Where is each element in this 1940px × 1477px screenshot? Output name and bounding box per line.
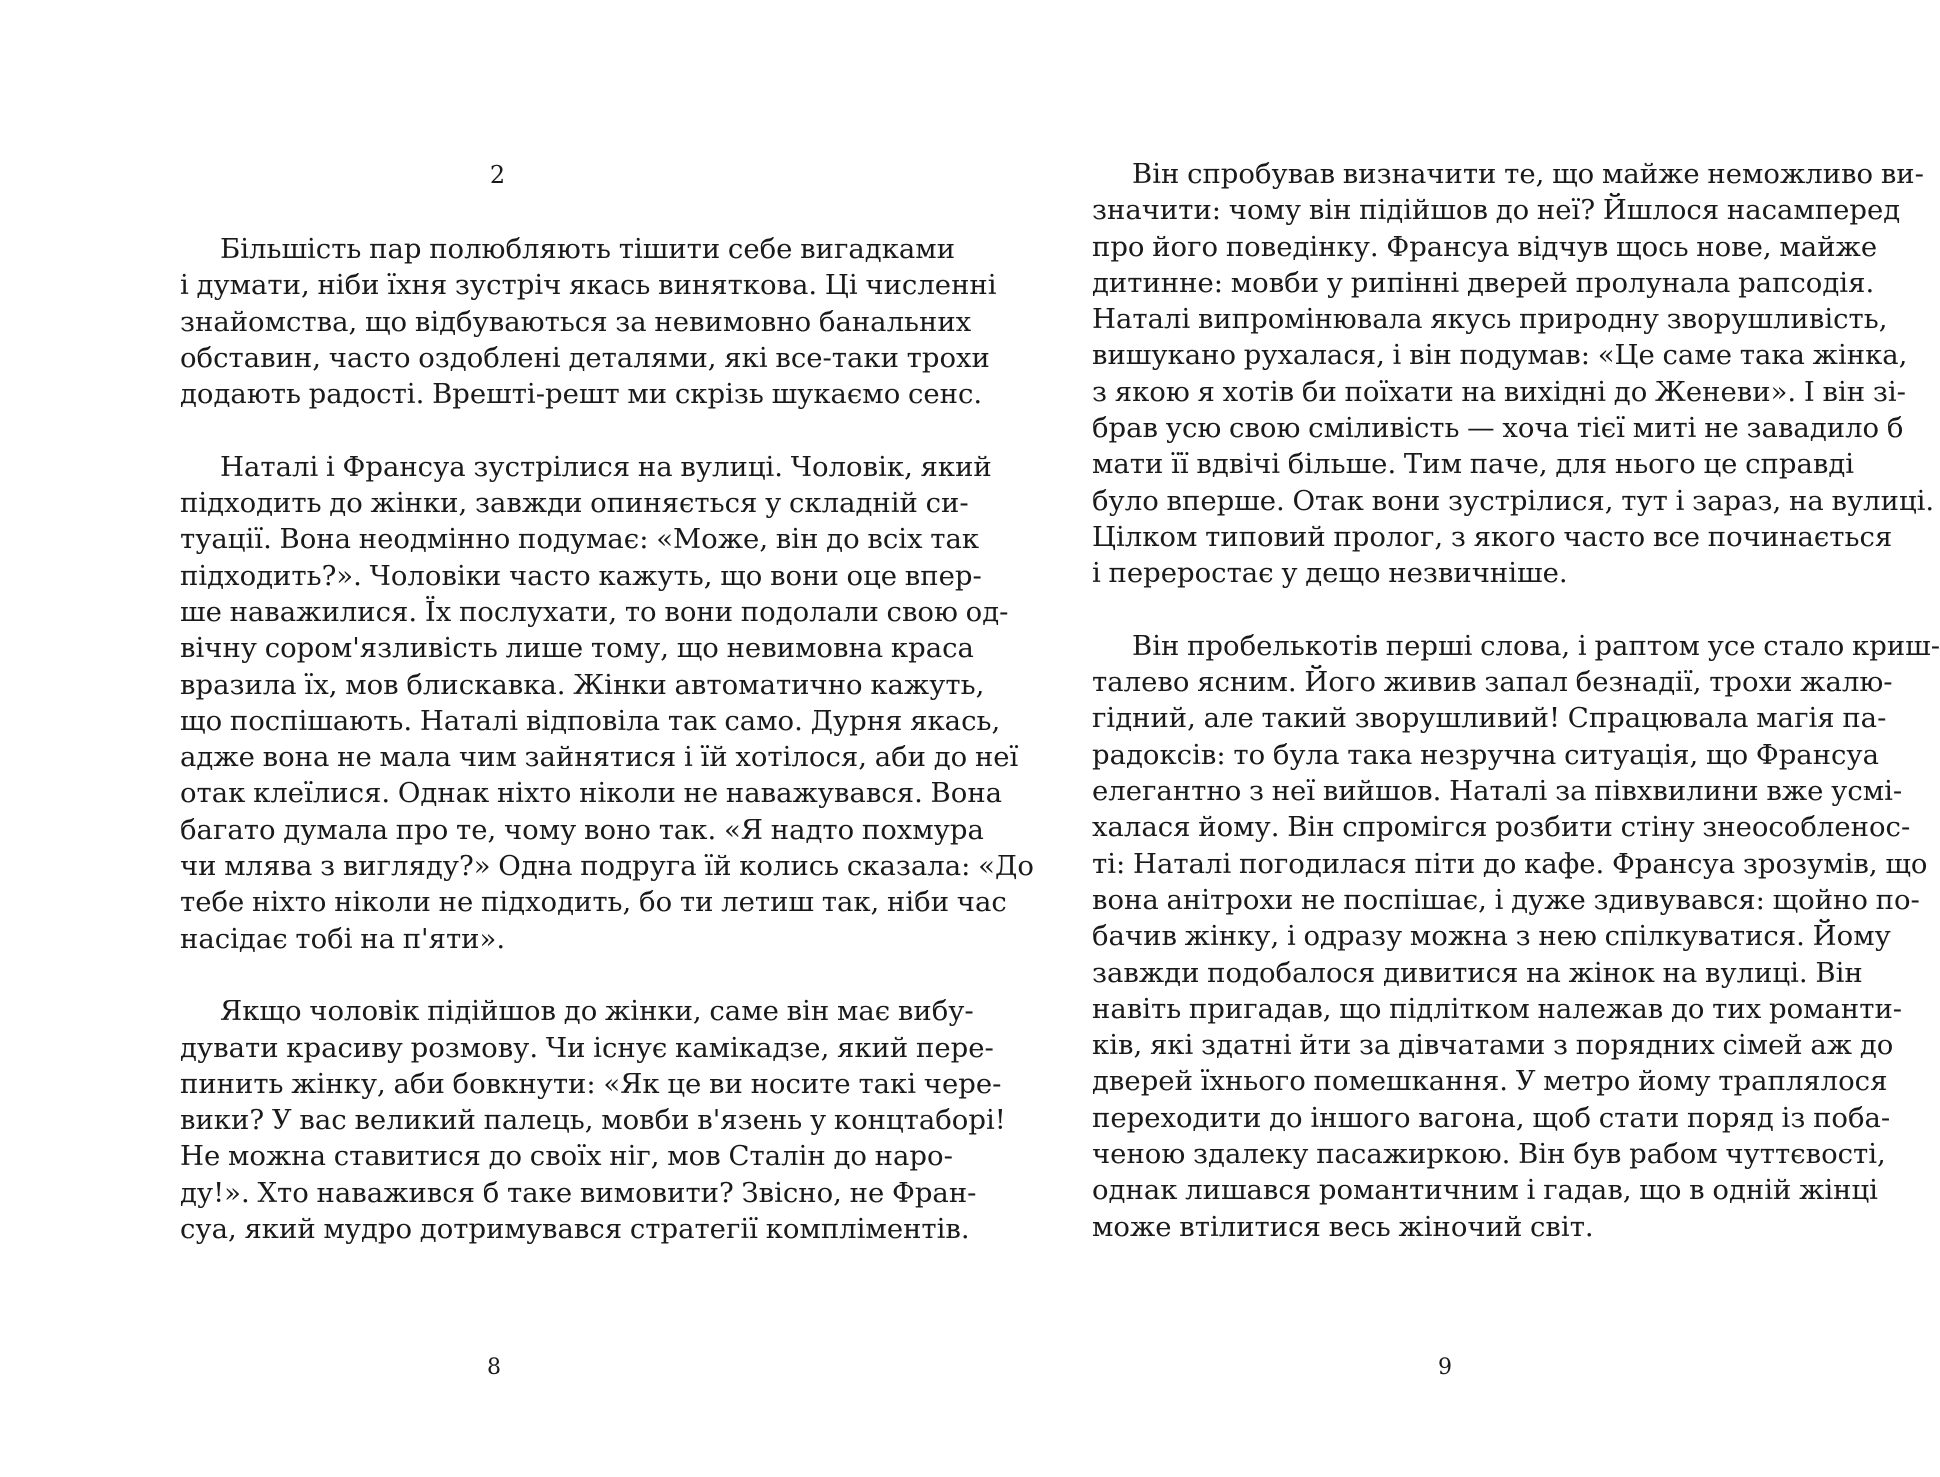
text-line: про його поведінку. Франсуа відчув щось нове, майже [1092,230,1878,263]
text-line: обставин, часто оздоблені деталями, які все-таки трохи [180,341,990,374]
paragraph [180,993,1006,1247]
text-line: вишукано рухалася, і він подумав: «Це саме така жінка, [1092,339,1908,372]
text-line: халася йому. Він спромігся розбити стіну знеособленос- [1092,811,1911,844]
text-line: туації. Вона неодмінно подумає: «Може, він до всіх так [180,523,980,556]
text-line: Наталі випромінювала якусь природну зворушливість, [1092,303,1888,336]
text-line: знайомства, що відбуваються за невимовно банальних [180,305,972,338]
text-line: Наталі і Франсуа зустрілися на вулиці. Чоловік, який [220,450,992,483]
right-page [960,0,1940,1477]
text-line: Цілком типовий пролог, з якого часто все починається [1092,520,1893,553]
text-line: переходити до іншого вагона, щоб стати поряд із поба- [1092,1101,1891,1134]
text-line: багато думала про те, чому воно так. «Я надто похмура [180,813,984,846]
text-line: елегантно з неї вийшов. Наталі за півхвилини вже усмі- [1092,775,1903,808]
text-line: вона анітрохи не поспішає, і дуже здивувався: щойно по- [1092,883,1920,916]
paragraph [180,231,997,412]
left-page-text [180,231,1034,1247]
text-line: брав усю свою сміливість — хоча тієї миті не завадило б [1092,412,1904,445]
paragraph [180,449,1034,957]
text-line: підходить?». Чоловіки часто кажуть, що вони оце впер- [180,559,982,592]
text-line: гідний, але такий зворушливий! Спрацювала магія па- [1092,702,1887,735]
text-line: радоксів: то була така незручна ситуація, що Франсуа [1092,738,1880,771]
text-line: суа, який мудро дотримувався стратегії компліментів. [180,1213,970,1246]
text-line: бачив жінку, і одразу можна з нею спілкуватися. Йому [1092,920,1891,953]
paragraph [1092,628,1940,1245]
text-line: тебе ніхто ніколи не підходить, бо ти летиш так, ніби час [180,886,1007,919]
text-line: ченою здалеку пасажиркою. Він був рабом чуттєвості, [1092,1138,1886,1171]
text-line: ків, які здатні йти за дівчатами з порядних сімей аж до [1092,1029,1894,1062]
text-line: дитинне: мовби у рипінні дверей пролунала рапсодія. [1092,266,1875,299]
text-line: вики? У вас великий палець, мовби в'язень у концтаборі! [180,1104,1006,1137]
text-line: Не можна ставитися до своїх ніг, мов Сталін до наро- [180,1140,953,1173]
text-line: чи млява з вигляду?» Одна подруга їй колись сказала: «До [180,850,1034,883]
text-line: Більшість пар полюбляють тішити себе вигадками [220,233,956,265]
text-line: значити: чому він підійшов до неї? Йшлося насамперед [1092,194,1901,227]
text-line: Якщо чоловік підійшов до жінки, саме він має вибу- [220,995,974,1028]
page-number-left: 8 [487,1355,501,1380]
text-line: насідає тобі на п'яти». [180,922,506,955]
text-line: що поспішають. Наталі відповіла так само. Дурня якась, [180,704,1001,737]
text-line: було вперше. Отак вони зустрілися, тут і зараз, на вулиці. [1092,484,1935,517]
paragraph-gap [180,957,845,993]
text-line: Він спробував визначити те, що майже неможливо ви- [1132,158,1924,190]
text-line: ті: Наталі погодилася піти до кафе. Франсуа зрозумів, що [1092,847,1928,880]
text-line: адже вона не мала чим зайнятися і їй хотілося, аби до неї [180,741,1019,774]
text-line: і думати, ніби їхня зустріч якась виняткова. Ці численні [180,269,997,302]
text-line: однак лишався романтичним і гадав, що в одній жінці [1092,1174,1878,1207]
text-line: Він пробелькотів перші слова, і раптом усе стало криш- [1132,629,1940,662]
text-line: з якою я хотів би поїхати на вихідні до Женеви». І він зі- [1092,375,1906,408]
text-line: ше наважилися. Їх послухати, то вони подолали свою од- [180,595,1009,628]
text-line: талево ясним. Його живив запал безнадії, трохи жалю- [1092,666,1893,699]
text-line: і переростає у дещо незвичніше. [1092,557,1568,590]
text-line: вічну сором'язливість лише тому, що невимовна краса [180,632,974,665]
text-line: мати її вдвічі більше. Тим паче, для нього це справді [1092,448,1855,481]
paragraph-gap [1092,592,1757,628]
text-line: дувати красиву розмову. Чи існує камікадзе, який пере- [180,1031,994,1064]
paragraph [1092,156,1935,592]
text-line: підходить до жінки, завжди опиняється у складній си- [180,487,969,520]
text-line: вразила їх, мов блискавка. Жінки автоматично кажуть, [180,668,985,701]
page-number-right: 9 [1438,1355,1452,1380]
text-line: навіть пригадав, що підлітком належав до тих романти- [1092,992,1903,1025]
right-page-text [1092,156,1940,1245]
text-line: пинить жінку, аби бовкнути: «Як це ви носите такі чере- [180,1067,1002,1100]
chapter-number: 2 [489,161,506,189]
text-line: додають радості. Врешті-решт ми скрізь шукаємо сенс. [180,378,983,411]
text-line: може втілитися весь жіночий світ. [1092,1210,1594,1243]
text-line: отак клеїлися. Однак ніхто ніколи не наважувався. Вона [180,777,1003,810]
text-line: ду!». Хто наважився б таке вимовити? Звісно, не Фран- [180,1176,977,1209]
text-line: завжди подобалося дивитися на жінок на вулиці. Він [1092,956,1863,989]
paragraph-gap [180,412,845,448]
text-line: дверей їхнього помешкання. У метро йому траплялося [1092,1065,1888,1098]
